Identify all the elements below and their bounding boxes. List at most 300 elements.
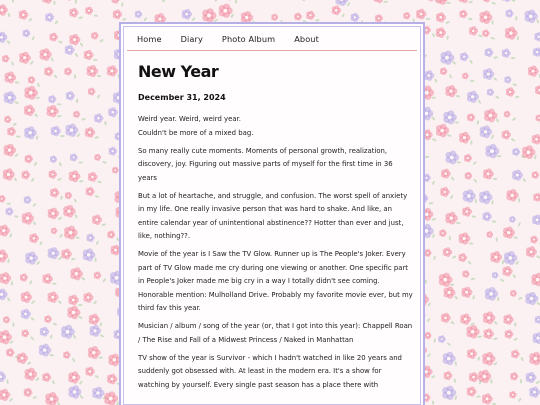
flower-motif (28, 76, 35, 84)
flower-motif (40, 327, 50, 337)
leaf-motif (60, 195, 63, 200)
flower-motif (94, 271, 102, 279)
leaf-motif (514, 322, 516, 326)
leaf-motif (493, 178, 497, 180)
flower-motif (502, 266, 512, 277)
flower-motif (424, 249, 432, 257)
leaf-motif (520, 357, 524, 362)
flower-motif (85, 367, 95, 377)
flower-motif (504, 76, 511, 83)
leaf-motif (75, 0, 77, 4)
flower-motif (61, 325, 75, 339)
leaf-motif (99, 39, 104, 43)
leaf-motif (476, 120, 479, 125)
leaf-motif (122, 18, 127, 21)
leaf-motif (32, 396, 37, 399)
flower-motif (48, 247, 60, 259)
leaf-motif (469, 242, 474, 244)
post-paragraph: But a lot of heartache, and struggle, and confusion. The worst spell of anxiety in my life. One really invasive person that was hard to shake. And like, an entire calendar year of unintentional abstinence?? Hotter than ever and just, like, nothing??. (138, 191, 408, 240)
flower-motif (64, 67, 72, 75)
flower-motif (535, 85, 540, 95)
top-navigation (127, 28, 417, 51)
leaf-motif (57, 115, 62, 118)
flower-motif (459, 10, 467, 18)
flower-motif (107, 65, 118, 76)
flower-motif (44, 315, 52, 323)
flower-motif (479, 11, 492, 24)
flower-motif (424, 0, 437, 1)
leaf-motif (14, 177, 18, 182)
flower-motif (403, 12, 410, 19)
leaf-motif (490, 379, 492, 384)
leaf-motif (434, 338, 436, 342)
leaf-motif (6, 203, 11, 206)
leaf-motif (31, 300, 36, 304)
flower-motif (86, 187, 95, 196)
flower-motif (135, 10, 142, 18)
flower-motif (484, 109, 497, 123)
flower-motif (50, 156, 57, 163)
leaf-motif (32, 36, 35, 41)
flower-motif (89, 325, 101, 337)
leaf-motif (511, 138, 516, 142)
flower-motif (482, 29, 489, 37)
flower-motif (482, 393, 493, 404)
flower-motif (0, 195, 6, 203)
flower-motif (459, 232, 471, 244)
flower-motif (335, 0, 348, 6)
leaf-motif (446, 342, 451, 346)
leaf-motif (39, 241, 43, 246)
post-date: December 31, 2024 (138, 93, 226, 102)
flower-motif (536, 114, 540, 121)
post-content (138, 62, 413, 397)
leaf-motif (60, 135, 65, 137)
flower-motif (510, 372, 518, 380)
flower-motif (21, 291, 32, 303)
leaf-motif (94, 258, 96, 263)
flower-motif (86, 234, 94, 243)
flower-motif (42, 373, 51, 382)
flower-motif (485, 287, 498, 301)
flower-motif (6, 348, 15, 357)
flower-motif (442, 386, 456, 400)
leaf-motif (347, 2, 351, 7)
leaf-motif (79, 380, 83, 385)
leaf-motif (97, 180, 102, 183)
flower-motif (506, 87, 515, 96)
flower-motif (22, 329, 30, 337)
leaf-motif (513, 236, 518, 239)
leaf-motif (121, 2, 124, 7)
nav-link-diary[interactable]: Diary (180, 34, 203, 44)
flower-motif (502, 130, 511, 140)
flower-motif (534, 32, 540, 42)
leaf-motif (100, 334, 105, 338)
flower-motif (467, 91, 479, 103)
flower-motif (424, 70, 434, 81)
flower-motif (487, 88, 494, 96)
leaf-motif (534, 155, 537, 160)
leaf-motif (102, 161, 107, 164)
flower-motif (86, 65, 98, 77)
leaf-motif (9, 233, 13, 238)
leaf-motif (9, 340, 14, 344)
flower-motif (49, 33, 58, 42)
flower-motif (458, 0, 470, 3)
flower-motif (19, 52, 31, 64)
leaf-motif (452, 255, 457, 259)
flower-motif (529, 352, 540, 366)
flower-motif (47, 105, 59, 118)
leaf-motif (143, 17, 147, 22)
flower-motif (0, 389, 10, 401)
leaf-motif (431, 375, 436, 379)
flower-motif (480, 125, 493, 138)
leaf-motif (37, 83, 40, 88)
flower-motif (29, 233, 39, 243)
flower-motif (505, 9, 513, 18)
nav-link-photo-album[interactable]: Photo Album (221, 34, 276, 44)
leaf-motif (454, 395, 457, 400)
flower-motif (478, 370, 491, 384)
flower-motif (112, 0, 120, 4)
leaf-motif (427, 302, 431, 307)
flower-motif (439, 229, 447, 237)
leaf-motif (493, 362, 498, 366)
flower-motif (440, 187, 450, 197)
flower-motif (332, 5, 342, 15)
flower-motif (85, 127, 95, 138)
leaf-motif (14, 101, 19, 104)
flower-motif (467, 348, 477, 358)
post-paragraph: Movie of the year is I Saw the TV Glow. Runner up is The People's Joker. Every part of TV Glow made me cry during one viewing or another. One specific part in People's Joker made me big cry in a way I totally didn't see coming. Honorable mention: Mulholland Drive. Probably my favorite movie ever, but my third fav this year. (138, 250, 413, 312)
leaf-motif (536, 19, 540, 24)
flower-motif (107, 231, 115, 239)
leaf-motif (30, 336, 34, 341)
leaf-motif (96, 240, 100, 245)
leaf-motif (432, 180, 436, 185)
leaf-motif (427, 318, 431, 323)
flower-motif (69, 34, 80, 46)
flower-motif (533, 193, 540, 202)
flower-motif (39, 344, 52, 357)
leaf-motif (34, 113, 38, 118)
leaf-motif (32, 203, 37, 207)
leaf-motif (78, 16, 83, 20)
leaf-motif (512, 274, 516, 279)
leaf-motif (447, 134, 452, 137)
flower-motif (462, 73, 469, 80)
leaf-motif (450, 283, 455, 286)
leaf-motif (446, 35, 448, 40)
leaf-motif (456, 95, 461, 98)
flower-motif (469, 26, 478, 35)
leaf-motif (99, 322, 102, 327)
flower-motif (529, 387, 540, 398)
flower-motif (39, 48, 51, 61)
flower-motif (504, 111, 511, 118)
leaf-motif (453, 378, 456, 383)
leaf-motif (513, 337, 518, 341)
leaf-motif (491, 200, 494, 205)
leaf-motif (71, 257, 76, 260)
leaf-motif (97, 94, 101, 99)
flower-motif (482, 352, 495, 366)
flower-motif (465, 172, 473, 180)
leaf-motif (35, 97, 40, 99)
leaf-motif (512, 117, 517, 121)
flower-motif (202, 8, 216, 22)
flower-motif (462, 270, 469, 278)
flower-motif (469, 372, 479, 382)
flower-motif (526, 372, 537, 383)
flower-motif (45, 392, 59, 405)
flower-motif (48, 95, 56, 103)
flower-motif (24, 388, 33, 397)
flower-motif (3, 168, 15, 180)
flower-motif (2, 55, 9, 63)
leaf-motif (214, 0, 217, 2)
flower-motif (440, 51, 454, 65)
leaf-motif (6, 379, 9, 384)
flower-motif (351, 13, 360, 22)
flower-motif (51, 126, 61, 137)
leaf-motif (52, 322, 57, 326)
flower-motif (532, 134, 540, 145)
nav-link-home[interactable]: Home (137, 34, 162, 44)
leaf-motif (493, 77, 498, 81)
leaf-motif (14, 153, 19, 157)
leaf-motif (81, 118, 86, 121)
post-paragraph: Musician / album / song of the year (or, that I got into this year): Chappell Roan / The Rise and Fall of a Midwest Princess / Naked in Manhattan (138, 322, 413, 344)
flower-motif (483, 311, 496, 324)
flower-motif (512, 169, 523, 180)
flower-motif (483, 0, 491, 2)
leaf-motif (79, 395, 83, 400)
leaf-motif (449, 74, 452, 79)
leaf-motif (478, 99, 482, 104)
leaf-motif (28, 18, 33, 22)
flower-motif (70, 153, 78, 161)
flower-motif (7, 127, 16, 136)
leaf-motif (7, 13, 10, 18)
leaf-motif (470, 80, 475, 83)
flower-motif (509, 391, 516, 399)
leaf-motif (76, 98, 79, 103)
flower-motif (65, 45, 75, 55)
flower-motif (107, 374, 117, 385)
leaf-motif (29, 280, 33, 285)
leaf-motif (7, 297, 11, 302)
leaf-motif (518, 297, 523, 300)
page-container (119, 22, 425, 405)
flower-motif (462, 207, 472, 217)
flower-motif (108, 107, 118, 117)
flower-motif (91, 32, 99, 40)
flower-motif (441, 169, 451, 179)
flower-motif (504, 251, 518, 265)
leaf-motif (104, 121, 107, 126)
flower-motif (483, 328, 494, 339)
leaf-motif (452, 61, 457, 65)
flower-motif (500, 0, 513, 2)
leaf-motif (448, 236, 451, 241)
leaf-motif (230, 13, 234, 18)
flower-motif (94, 154, 101, 161)
leaf-motif (491, 2, 496, 5)
leaf-motif (515, 261, 519, 266)
flower-motif (373, 0, 385, 3)
leaf-motif (518, 397, 522, 402)
flower-motif (271, 14, 278, 21)
leaf-motif (11, 281, 13, 285)
leaf-motif (7, 259, 10, 264)
flower-motif (88, 346, 101, 359)
flower-motif (458, 253, 467, 262)
nav-link-about[interactable]: About (294, 34, 319, 44)
post-paragraph: So many really cute moments. Moments of personal growth, realization, discovery, joy. Figuring out massive parts of myself for the first time in 36 years (138, 146, 393, 182)
leaf-motif (515, 95, 520, 98)
leaf-motif (470, 277, 475, 280)
flower-motif (506, 189, 518, 202)
flower-motif (0, 225, 10, 237)
flower-motif (23, 29, 31, 37)
flower-motif (113, 10, 122, 20)
flower-motif (24, 368, 37, 381)
leaf-motif (301, 0, 306, 2)
leaf-motif (457, 161, 462, 163)
leaf-motif (9, 398, 13, 403)
flower-motif (531, 273, 540, 287)
leaf-motif (494, 321, 498, 326)
leaf-motif (511, 57, 515, 59)
leaf-motif (517, 36, 519, 40)
flower-motif (438, 335, 446, 343)
flower-motif (532, 214, 540, 225)
flower-motif (19, 10, 29, 20)
flower-motif (503, 226, 515, 238)
flower-motif (65, 192, 72, 199)
leaf-motif (191, 17, 196, 21)
flower-motif (68, 385, 81, 398)
leaf-motif (76, 133, 81, 138)
flower-motif (112, 167, 119, 174)
leaf-motif (535, 381, 540, 385)
flower-motif (445, 212, 458, 225)
leaf-motif (456, 222, 461, 225)
leaf-motif (450, 321, 455, 325)
flower-motif (49, 170, 58, 179)
leaf-motif (536, 255, 540, 259)
flower-motif (65, 0, 73, 1)
flower-motif (42, 273, 53, 284)
flower-motif (0, 249, 8, 262)
post-paragraph: Weird year. Weird, weird year. Couldn't be more of a mixed bag. (138, 115, 254, 137)
flower-motif (0, 272, 11, 284)
flower-motif (532, 171, 539, 179)
leaf-motif (161, 0, 166, 3)
leaf-motif (281, 0, 284, 1)
leaf-motif (454, 121, 459, 124)
leaf-motif (425, 156, 430, 159)
leaf-motif (94, 136, 99, 140)
flower-motif (530, 236, 538, 244)
post-paragraph: TV show of the year is Survivor - which I hadn't watched in like 20 years and suddenly got obsessed with. At least in the modern era. It's a show for watching by yourself. Every single past season has a place there with (138, 353, 402, 389)
flower-motif (61, 249, 72, 260)
leaf-motif (341, 13, 345, 18)
flower-motif (483, 68, 495, 80)
flower-motif (535, 316, 540, 324)
flower-motif (182, 9, 192, 20)
flower-motif (4, 116, 11, 123)
flower-motif (84, 50, 94, 60)
flower-motif (512, 148, 520, 156)
leaf-motif (14, 215, 19, 218)
leaf-motif (35, 377, 39, 382)
flower-motif (522, 145, 536, 159)
flower-motif (6, 207, 14, 215)
leaf-motif (432, 234, 435, 239)
leaf-motif (473, 179, 477, 184)
leaf-motif (431, 33, 435, 38)
leaf-motif (57, 402, 61, 405)
leaf-motif (79, 180, 84, 183)
flower-motif (85, 7, 93, 15)
flower-motif (4, 91, 17, 104)
leaf-motif (472, 161, 477, 165)
leaf-motif (93, 59, 97, 61)
flower-motif (440, 67, 447, 75)
flower-motif (88, 88, 96, 96)
leaf-motif (426, 18, 431, 20)
flower-motif (21, 309, 31, 320)
flower-motif (436, 12, 446, 22)
leaf-motif (495, 95, 500, 99)
flower-motif (460, 52, 469, 61)
flower-motif (533, 332, 540, 344)
leaf-motif (53, 74, 58, 78)
leaf-motif (497, 155, 501, 157)
leaf-motif (454, 295, 458, 300)
flower-motif (510, 290, 517, 297)
leaf-motif (468, 0, 473, 4)
leaf-motif (433, 255, 436, 260)
leaf-motif (511, 0, 516, 2)
flower-motif (44, 67, 53, 77)
leaf-motif (491, 134, 495, 139)
leaf-motif (30, 317, 35, 321)
flower-motif (48, 208, 59, 220)
flower-motif (21, 170, 30, 179)
leaf-motif (78, 304, 82, 306)
flower-motif (25, 251, 38, 264)
leaf-motif (500, 278, 505, 282)
flower-motif (69, 8, 78, 18)
leaf-motif (493, 56, 498, 59)
flower-motif (68, 371, 80, 383)
flower-motif (63, 351, 70, 359)
flower-motif (83, 248, 96, 261)
flower-motif (50, 188, 59, 198)
leaf-motif (474, 199, 477, 204)
flower-motif (104, 391, 118, 405)
leaf-motif (235, 0, 238, 4)
flower-motif (467, 387, 477, 397)
flower-motif (89, 314, 100, 325)
flower-motif (467, 113, 475, 121)
leaf-motif (515, 16, 517, 20)
